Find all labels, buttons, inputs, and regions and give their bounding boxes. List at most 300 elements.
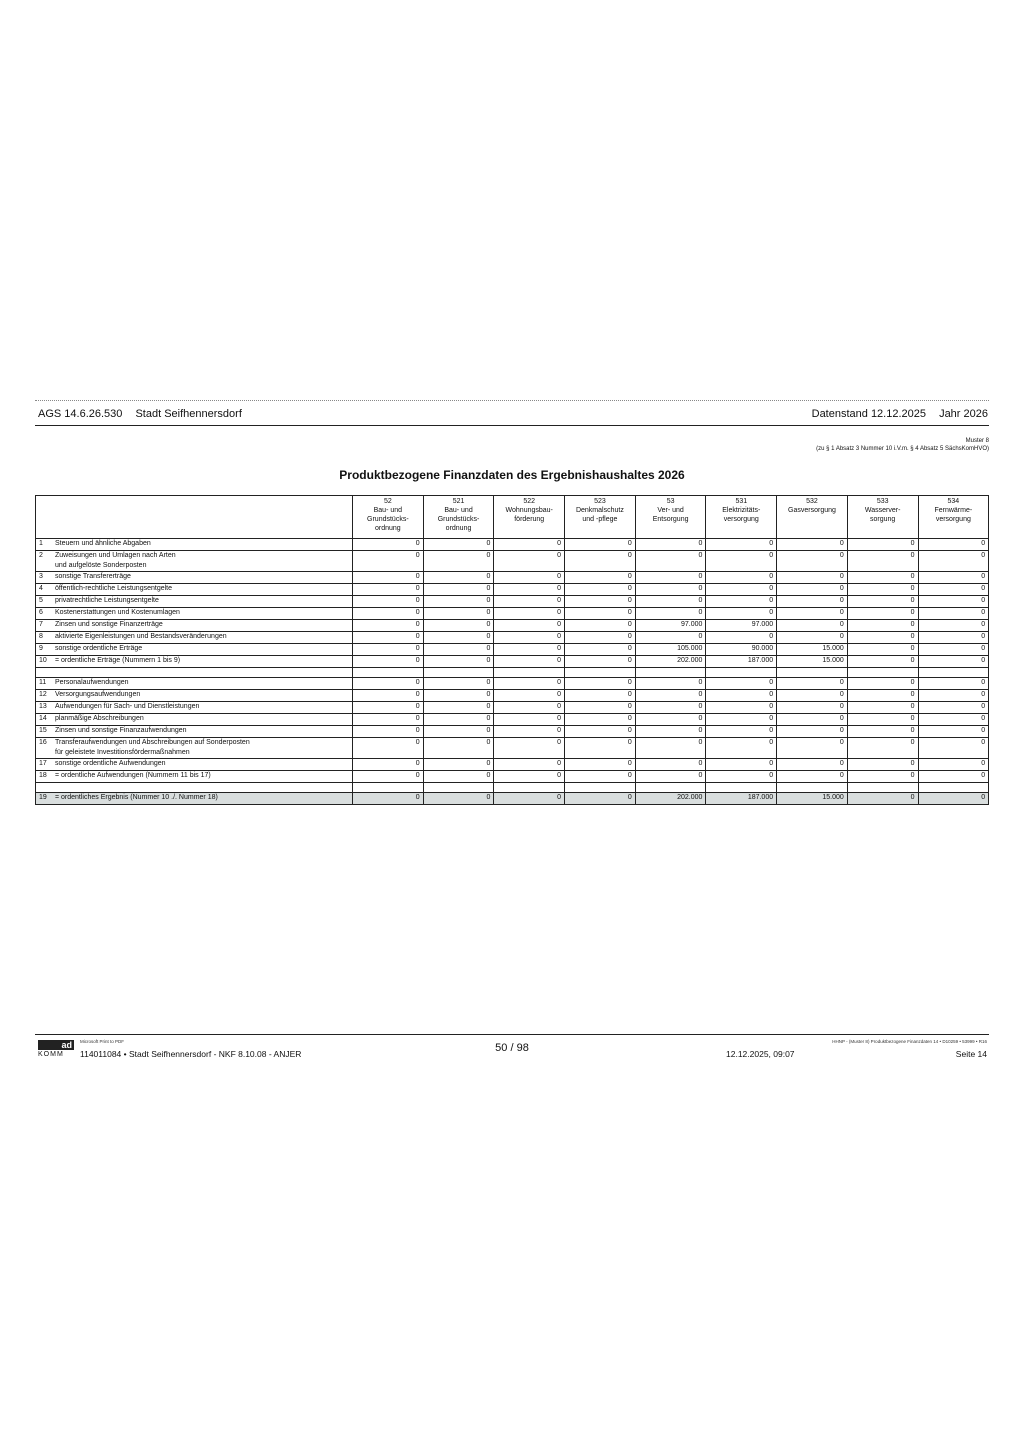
table-row bbox=[36, 656, 989, 668]
value-cell: 0 bbox=[494, 608, 565, 620]
row-number: 5 bbox=[39, 597, 43, 604]
header-rule bbox=[35, 425, 989, 426]
value-cell: 0 bbox=[423, 596, 494, 608]
value-cell: 0 bbox=[494, 596, 565, 608]
value-cell: 0 bbox=[847, 759, 918, 771]
value-cell: 0 bbox=[353, 596, 424, 608]
value-cell: 0 bbox=[777, 678, 848, 690]
value-cell: 0 bbox=[565, 759, 636, 771]
empty-cell bbox=[353, 783, 424, 793]
row-number: 3 bbox=[39, 573, 43, 580]
value-cell: 0 bbox=[847, 690, 918, 702]
column-header-line: ordnung bbox=[374, 525, 401, 532]
value-cell: 0 bbox=[353, 678, 424, 690]
row-label: Versorgungsaufwendungen bbox=[55, 691, 141, 698]
table-row bbox=[36, 702, 989, 714]
value-cell: 0 bbox=[494, 656, 565, 668]
column-header bbox=[847, 496, 918, 539]
value-cell: 0 bbox=[423, 726, 494, 738]
value-cell: 0 bbox=[847, 632, 918, 644]
value-cell: 0 bbox=[353, 690, 424, 702]
row-label-cell bbox=[36, 644, 353, 656]
column-header-code: 532 bbox=[806, 498, 818, 505]
row-number: 18 bbox=[39, 772, 47, 779]
value-cell: 0 bbox=[494, 644, 565, 656]
column-header-line: Denkmalschutz bbox=[575, 507, 624, 514]
row-label-cell bbox=[36, 656, 353, 668]
result-row bbox=[36, 793, 989, 805]
value-cell: 0 bbox=[635, 608, 706, 620]
column-header-line: versorgung bbox=[935, 516, 971, 523]
value-cell: 0 bbox=[777, 714, 848, 726]
value-cell: 0 bbox=[918, 551, 989, 572]
empty-cell bbox=[777, 783, 848, 793]
row-number: 1 bbox=[39, 540, 43, 547]
legal-reference: (zu § 1 Absatz 3 Nummer 10 i.V.m. § 4 Absatz 5 SächsKomHVO) bbox=[816, 446, 989, 452]
row-number: 9 bbox=[39, 645, 43, 652]
value-cell: 202.000 bbox=[635, 656, 706, 668]
value-cell: 0 bbox=[423, 551, 494, 572]
empty-cell bbox=[777, 668, 848, 678]
value-cell: 0 bbox=[847, 572, 918, 584]
value-cell: 0 bbox=[353, 726, 424, 738]
value-cell: 0 bbox=[847, 714, 918, 726]
value-cell: 0 bbox=[918, 596, 989, 608]
value-cell: 0 bbox=[706, 608, 777, 620]
column-header-line: Elektrizitäts- bbox=[722, 507, 761, 514]
table-row bbox=[36, 714, 989, 726]
column-header bbox=[706, 496, 777, 539]
page-title: Produktbezogene Finanzdaten des Ergebnishaushaltes 2026 bbox=[339, 468, 685, 482]
row-number: 13 bbox=[39, 703, 47, 710]
value-cell: 90.000 bbox=[706, 644, 777, 656]
row-label-cell bbox=[36, 714, 353, 726]
row-number: 10 bbox=[39, 657, 47, 664]
row-label: = ordentliches Ergebnis (Nummer 10 ./. Nummer 18) bbox=[55, 794, 218, 801]
table-row bbox=[36, 690, 989, 702]
row-label-cell bbox=[36, 726, 353, 738]
spacer-row bbox=[36, 668, 989, 678]
value-cell: 0 bbox=[706, 584, 777, 596]
value-cell: 0 bbox=[494, 759, 565, 771]
value-cell: 97.000 bbox=[635, 620, 706, 632]
value-cell: 0 bbox=[918, 584, 989, 596]
column-header-line: förderung bbox=[514, 516, 545, 523]
column-header-line: und -pflege bbox=[582, 516, 618, 523]
row-number: 7 bbox=[39, 621, 43, 628]
column-header-line: Bau- und bbox=[444, 507, 473, 514]
value-cell: 0 bbox=[635, 572, 706, 584]
value-cell: 0 bbox=[777, 726, 848, 738]
value-cell: 0 bbox=[918, 702, 989, 714]
column-header bbox=[565, 496, 636, 539]
row-number: 2 bbox=[39, 552, 43, 559]
value-cell: 0 bbox=[777, 759, 848, 771]
value-cell: 0 bbox=[777, 632, 848, 644]
value-cell: 0 bbox=[353, 793, 424, 805]
value-cell: 0 bbox=[565, 584, 636, 596]
ags-code: AGS 14.6.26.530 bbox=[38, 408, 123, 420]
value-cell: 0 bbox=[706, 738, 777, 759]
row-label-cell bbox=[36, 690, 353, 702]
row-label-cell bbox=[36, 738, 353, 759]
value-cell: 0 bbox=[565, 678, 636, 690]
value-cell: 0 bbox=[423, 738, 494, 759]
row-label: privatrechtliche Leistungsentgelte bbox=[55, 597, 159, 604]
value-cell: 0 bbox=[918, 738, 989, 759]
value-cell: 0 bbox=[565, 596, 636, 608]
row-number: 14 bbox=[39, 715, 47, 722]
value-cell: 0 bbox=[353, 702, 424, 714]
value-cell: 0 bbox=[635, 539, 706, 551]
column-header bbox=[423, 496, 494, 539]
column-header-code: 53 bbox=[666, 498, 675, 505]
column-header-code: 533 bbox=[876, 498, 889, 505]
value-cell: 0 bbox=[565, 539, 636, 551]
value-cell: 0 bbox=[565, 702, 636, 714]
empty-cell bbox=[635, 783, 706, 793]
value-cell: 0 bbox=[423, 644, 494, 656]
column-header bbox=[494, 496, 565, 539]
value-cell: 0 bbox=[847, 584, 918, 596]
table-row bbox=[36, 738, 989, 759]
value-cell: 0 bbox=[706, 678, 777, 690]
value-cell: 0 bbox=[706, 771, 777, 783]
value-cell: 0 bbox=[847, 726, 918, 738]
value-cell: 0 bbox=[706, 759, 777, 771]
value-cell: 0 bbox=[494, 793, 565, 805]
value-cell: 0 bbox=[565, 551, 636, 572]
value-cell: 0 bbox=[353, 584, 424, 596]
value-cell: 0 bbox=[777, 771, 848, 783]
empty-cell bbox=[565, 783, 636, 793]
empty-cell bbox=[494, 668, 565, 678]
row-number: 8 bbox=[39, 633, 43, 640]
value-cell: 0 bbox=[635, 702, 706, 714]
table-row bbox=[36, 678, 989, 690]
value-cell: 0 bbox=[423, 620, 494, 632]
value-cell: 0 bbox=[847, 608, 918, 620]
value-cell: 0 bbox=[635, 584, 706, 596]
value-cell: 97.000 bbox=[706, 620, 777, 632]
value-cell: 0 bbox=[847, 539, 918, 551]
empty-cell bbox=[918, 783, 989, 793]
row-label-cell bbox=[36, 539, 353, 551]
value-cell: 0 bbox=[706, 551, 777, 572]
logo-ad: ad bbox=[38, 1040, 74, 1050]
row-label-cell bbox=[36, 596, 353, 608]
value-cell: 0 bbox=[565, 572, 636, 584]
row-label-continuation: und aufgelöste Sonderposten bbox=[55, 562, 147, 569]
empty-cell bbox=[706, 783, 777, 793]
row-label: aktivierte Eigenleistungen und Bestandsveränderungen bbox=[55, 633, 227, 640]
value-cell: 0 bbox=[565, 714, 636, 726]
empty-cell bbox=[635, 668, 706, 678]
value-cell: 0 bbox=[918, 793, 989, 805]
print-timestamp: 12.12.2025, 09:07 bbox=[726, 1049, 795, 1059]
table-body bbox=[36, 539, 989, 805]
value-cell: 202.000 bbox=[635, 793, 706, 805]
value-cell: 0 bbox=[423, 539, 494, 551]
table-row bbox=[36, 572, 989, 584]
value-cell: 0 bbox=[565, 690, 636, 702]
value-cell: 0 bbox=[423, 584, 494, 596]
value-cell: 0 bbox=[847, 678, 918, 690]
column-header-line: Wasserver- bbox=[864, 507, 901, 514]
value-cell: 187.000 bbox=[706, 656, 777, 668]
column-header-line: sorgung bbox=[870, 516, 896, 523]
value-cell: 0 bbox=[777, 620, 848, 632]
row-label: = ordentliche Erträge (Nummern 1 bis 9) bbox=[55, 657, 181, 664]
value-cell: 0 bbox=[706, 714, 777, 726]
value-cell: 0 bbox=[918, 572, 989, 584]
empty-cell bbox=[494, 783, 565, 793]
column-header bbox=[635, 496, 706, 539]
value-cell: 0 bbox=[565, 738, 636, 759]
value-cell: 0 bbox=[918, 714, 989, 726]
value-cell: 0 bbox=[918, 644, 989, 656]
table-row bbox=[36, 632, 989, 644]
row-label-cell bbox=[36, 572, 353, 584]
empty-cell bbox=[847, 783, 918, 793]
row-label: sonstige ordentliche Aufwendungen bbox=[55, 760, 166, 767]
row-label-cell bbox=[36, 771, 353, 783]
value-cell: 0 bbox=[847, 793, 918, 805]
row-number: 16 bbox=[39, 739, 47, 746]
value-cell: 0 bbox=[423, 690, 494, 702]
value-cell: 0 bbox=[565, 771, 636, 783]
column-header-line: Grundstücks- bbox=[437, 516, 480, 523]
value-cell: 0 bbox=[565, 793, 636, 805]
row-label: Kostenerstattungen und Kostenumlagen bbox=[55, 609, 180, 616]
value-cell: 0 bbox=[353, 551, 424, 572]
value-cell: 0 bbox=[423, 678, 494, 690]
value-cell: 0 bbox=[565, 644, 636, 656]
value-cell: 0 bbox=[918, 539, 989, 551]
table-row bbox=[36, 608, 989, 620]
column-header-code: 531 bbox=[735, 498, 748, 505]
value-cell: 0 bbox=[635, 726, 706, 738]
form-reference bbox=[816, 437, 989, 453]
empty-cell bbox=[847, 668, 918, 678]
document-id: 114011084 • Stadt Seifhennersdorf - NKF 8.10.08 - ANJER bbox=[80, 1049, 302, 1059]
value-cell: 0 bbox=[706, 539, 777, 551]
value-cell: 0 bbox=[423, 771, 494, 783]
table-row bbox=[36, 620, 989, 632]
value-cell: 0 bbox=[494, 714, 565, 726]
page-counter: 50 / 98 bbox=[495, 1042, 529, 1054]
finance-table bbox=[35, 495, 989, 805]
value-cell: 0 bbox=[494, 702, 565, 714]
value-cell: 0 bbox=[847, 702, 918, 714]
value-cell: 0 bbox=[423, 572, 494, 584]
row-number: 4 bbox=[39, 585, 43, 592]
column-header-line: Ver- und bbox=[657, 507, 684, 514]
value-cell: 0 bbox=[706, 572, 777, 584]
value-cell: 0 bbox=[353, 714, 424, 726]
value-cell: 0 bbox=[706, 596, 777, 608]
value-cell: 0 bbox=[494, 551, 565, 572]
table-row bbox=[36, 551, 989, 572]
value-cell: 0 bbox=[353, 759, 424, 771]
value-cell: 0 bbox=[635, 632, 706, 644]
table-row bbox=[36, 759, 989, 771]
empty-cell bbox=[565, 668, 636, 678]
value-cell: 0 bbox=[494, 632, 565, 644]
row-label-cell bbox=[36, 759, 353, 771]
empty-cell bbox=[353, 668, 424, 678]
value-cell: 0 bbox=[918, 690, 989, 702]
value-cell: 0 bbox=[847, 771, 918, 783]
empty-cell bbox=[423, 783, 494, 793]
row-number: 17 bbox=[39, 760, 47, 767]
value-cell: 0 bbox=[494, 539, 565, 551]
value-cell: 0 bbox=[494, 678, 565, 690]
value-cell: 0 bbox=[918, 678, 989, 690]
value-cell: 0 bbox=[706, 632, 777, 644]
empty-cell bbox=[423, 668, 494, 678]
value-cell: 0 bbox=[847, 738, 918, 759]
row-label-cell bbox=[36, 620, 353, 632]
column-header-code: 522 bbox=[523, 498, 536, 505]
budget-year: Jahr 2026 bbox=[939, 408, 988, 420]
row-label-continuation: für geleistete Investitionsfördermaßnahmen bbox=[55, 749, 190, 756]
value-cell: 0 bbox=[777, 551, 848, 572]
row-label-cell bbox=[36, 584, 353, 596]
value-cell: 0 bbox=[423, 702, 494, 714]
value-cell: 0 bbox=[777, 608, 848, 620]
table-row bbox=[36, 644, 989, 656]
value-cell: 187.000 bbox=[706, 793, 777, 805]
footer-rule bbox=[35, 1034, 989, 1035]
value-cell: 0 bbox=[635, 714, 706, 726]
value-cell: 0 bbox=[423, 714, 494, 726]
value-cell: 15.000 bbox=[777, 793, 848, 805]
row-label: sonstige ordentliche Erträge bbox=[55, 645, 143, 652]
logo-komm: KOMM bbox=[38, 1051, 64, 1058]
page-number: Seite 14 bbox=[955, 1049, 987, 1059]
value-cell: 0 bbox=[847, 596, 918, 608]
value-cell: 0 bbox=[918, 608, 989, 620]
value-cell: 0 bbox=[565, 726, 636, 738]
value-cell: 0 bbox=[353, 572, 424, 584]
table-header-row bbox=[36, 496, 989, 539]
column-header bbox=[353, 496, 424, 539]
row-label-cell bbox=[36, 678, 353, 690]
value-cell: 0 bbox=[918, 771, 989, 783]
row-label: Zinsen und sonstige Finanzaufwendungen bbox=[55, 727, 187, 734]
row-number: 15 bbox=[39, 727, 47, 734]
row-label: Transferaufwendungen und Abschreibungen auf Sonderposten bbox=[55, 739, 250, 746]
row-number: 12 bbox=[39, 691, 47, 698]
row-number: 6 bbox=[39, 609, 43, 616]
municipality-name: Stadt Seifhennersdorf bbox=[135, 408, 242, 420]
value-cell: 0 bbox=[353, 608, 424, 620]
column-header-code: 52 bbox=[383, 498, 392, 505]
top-dotted-rule bbox=[35, 400, 989, 401]
printer-name: Microsoft Print to PDF bbox=[80, 1039, 125, 1044]
row-label: = ordentliche Aufwendungen (Nummern 11 bis 17) bbox=[55, 772, 211, 779]
value-cell: 0 bbox=[494, 726, 565, 738]
column-header-line: Wohnungsbau- bbox=[505, 507, 553, 514]
value-cell: 0 bbox=[494, 690, 565, 702]
column-header-code: 523 bbox=[594, 498, 606, 505]
spacer-row bbox=[36, 783, 989, 793]
value-cell: 0 bbox=[847, 644, 918, 656]
row-label: Aufwendungen für Sach- und Dienstleistungen bbox=[55, 703, 200, 710]
column-header-line: Grundstücks- bbox=[367, 516, 409, 523]
row-label: sonstige Transfererträge bbox=[55, 573, 131, 580]
value-cell: 0 bbox=[918, 726, 989, 738]
value-cell: 0 bbox=[847, 551, 918, 572]
value-cell: 0 bbox=[353, 738, 424, 759]
value-cell: 0 bbox=[565, 632, 636, 644]
value-cell: 0 bbox=[635, 759, 706, 771]
column-header-line: Gasversorgung bbox=[788, 507, 836, 514]
table-row bbox=[36, 584, 989, 596]
value-cell: 0 bbox=[565, 620, 636, 632]
row-label: öffentlich-rechtliche Leistungsentgelte bbox=[55, 585, 173, 592]
value-cell: 0 bbox=[847, 620, 918, 632]
value-cell: 0 bbox=[777, 702, 848, 714]
column-header-line: ordnung bbox=[445, 525, 472, 532]
report-id: HHNP - (Muster 8) Produktbezogene Finanzdaten 14 • D10259 • 53999 • R16 bbox=[832, 1039, 987, 1044]
value-cell: 0 bbox=[777, 572, 848, 584]
empty-cell bbox=[36, 668, 353, 678]
row-label: Zinsen und sonstige Finanzerträge bbox=[55, 621, 163, 628]
empty-cell bbox=[918, 668, 989, 678]
value-cell: 0 bbox=[494, 620, 565, 632]
value-cell: 0 bbox=[494, 584, 565, 596]
value-cell: 0 bbox=[353, 620, 424, 632]
row-label: Zuweisungen und Umlagen nach Arten bbox=[55, 552, 176, 559]
value-cell: 0 bbox=[494, 771, 565, 783]
value-cell: 105.000 bbox=[635, 644, 706, 656]
row-label-cell bbox=[36, 608, 353, 620]
value-cell: 0 bbox=[777, 539, 848, 551]
value-cell: 0 bbox=[777, 584, 848, 596]
value-cell: 0 bbox=[777, 738, 848, 759]
row-number: 11 bbox=[39, 679, 47, 686]
column-header-line: Entsorgung bbox=[652, 516, 689, 523]
column-header bbox=[918, 496, 989, 539]
column-header-line: versorgung bbox=[723, 516, 759, 523]
row-number: 19 bbox=[39, 794, 47, 801]
value-cell: 0 bbox=[847, 656, 918, 668]
data-status-date: Datenstand 12.12.2025 bbox=[811, 408, 926, 420]
value-cell: 0 bbox=[635, 551, 706, 572]
value-cell: 0 bbox=[353, 644, 424, 656]
value-cell: 0 bbox=[353, 771, 424, 783]
value-cell: 0 bbox=[918, 632, 989, 644]
value-cell: 15.000 bbox=[777, 656, 848, 668]
value-cell: 0 bbox=[706, 690, 777, 702]
value-cell: 0 bbox=[565, 656, 636, 668]
value-cell: 15.000 bbox=[777, 644, 848, 656]
value-cell: 0 bbox=[423, 656, 494, 668]
value-cell: 0 bbox=[918, 620, 989, 632]
value-cell: 0 bbox=[423, 793, 494, 805]
value-cell: 0 bbox=[565, 608, 636, 620]
column-header bbox=[777, 496, 848, 539]
value-cell: 0 bbox=[423, 608, 494, 620]
value-cell: 0 bbox=[635, 596, 706, 608]
value-cell: 0 bbox=[918, 759, 989, 771]
value-cell: 0 bbox=[353, 632, 424, 644]
column-header-line: Fernwärme- bbox=[934, 507, 973, 514]
row-label-cell bbox=[36, 632, 353, 644]
column-header-code: 534 bbox=[947, 498, 960, 505]
